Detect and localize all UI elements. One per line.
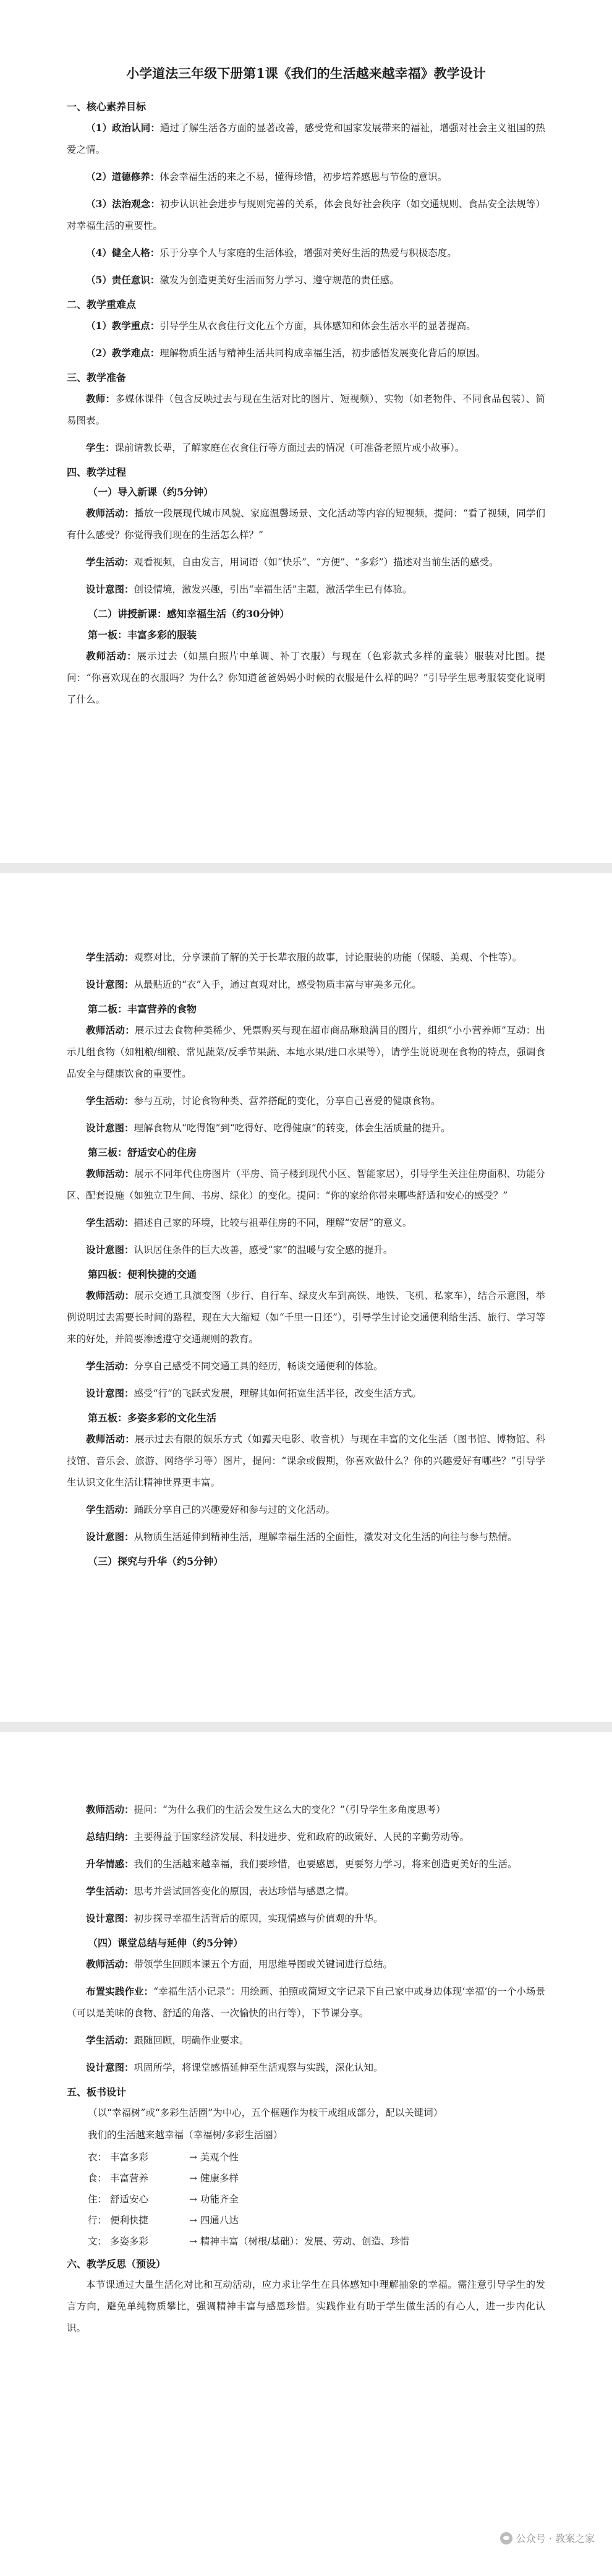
activity-text: 跟随回顾，明确作业要求。 (134, 2035, 249, 2046)
activity-text: 主要得益于国家经济发展、科技进步、党和政府的政策好、人民的辛勤劳动等。 (134, 1831, 470, 1842)
activity-label: 设计意图： (86, 2061, 134, 2073)
board-row (88, 2168, 545, 2189)
board-row-value: 丰富营养 (110, 2173, 149, 2184)
activity-paragraph (67, 1880, 545, 1902)
goal-paragraph (67, 117, 545, 161)
activity-text: 带领学生回顾本课五个方面，用思维导图或关键词进行总结。 (134, 1959, 393, 1970)
goal-text: 初步认识社会进步与规则完善的关系，体会良好社会秩序（如交通规则、食品安全法规等）对幸福生活的重要性。 (67, 199, 545, 232)
activity-label: 教师活动： (86, 1024, 135, 1036)
activity-paragraph (67, 1019, 545, 1085)
prep-paragraph (67, 437, 545, 459)
keypoint-label: （1）教学重点： (86, 320, 160, 332)
goal-label: （1）政治认同： (86, 122, 160, 134)
board-row (88, 2210, 545, 2231)
activity-text: 分享自己感受不同交通工具的经历，畅谈交通便利的体验。 (134, 1361, 383, 1372)
activity-label: 教师活动： (86, 507, 135, 520)
activity-paragraph (67, 1355, 545, 1377)
activity-label: 设计意图： (86, 583, 134, 596)
activity-text: 认识居住条件的巨大改善，感受“家”的温暖与安全感的提升。 (134, 1244, 393, 1256)
activity-paragraph (67, 1239, 545, 1261)
part-heading-clothing: 第一板：丰富多彩的服装 (88, 629, 197, 641)
activity-paragraph (67, 1117, 545, 1139)
activity-text: 从最贴近的“衣”入手，通过直观对比，感受物质丰富与审美多元化。 (134, 979, 422, 990)
board-row-key: 住： (88, 2194, 108, 2205)
activity-text: 展示过去（如黑白照片中单调、补丁衣服）与现在（色彩款式多样的童装）服装对比图。提问：“你喜欢现在的衣服吗？为什么？你知道爸爸妈妈小时候的衣服是什么样的吗？”引导学生思考服装变化说明了什么。 (67, 651, 545, 706)
activity-text: 感受“行”的飞跃式发展，理解其如何拓宽生活半径，改变生活方式。 (134, 1388, 422, 1399)
activity-text: 展示过去食物种类稀少、凭票购买与现在超市商品琳琅满目的图片，组织“小小营养师”互动：出示几组食物（如粗粮/细粮、常见蔬菜/反季节果蔬、本地水果/进口水果等），请学生说说现在食物的特点，强调食品安全与健康饮食的重要性。 (67, 1025, 545, 1079)
activity-paragraph (67, 1428, 545, 1494)
activity-label: 教师活动： (86, 1290, 135, 1301)
activity-paragraph (67, 946, 545, 969)
section-heading-goals: 一、核心素养目标 (67, 101, 147, 113)
board-row-key: 衣： (88, 2152, 108, 2163)
activity-paragraph (67, 578, 545, 601)
board-intro: （以“幸福树”或“多彩生活圈”为中心，五个框题作为枝干或组成部分，配以关键词） (88, 2107, 443, 2118)
keypoint-text: 理解物质生活与精神生活共同构成幸福生活，初步感悟发展变化背后的原因。 (159, 348, 486, 359)
subsection-heading-explore: （三）探究与升华（约5分钟） (88, 1555, 224, 1567)
activity-label: 教师活动： (86, 1804, 134, 1815)
activity-label: 布置实践作业： (86, 1985, 154, 1997)
activity-paragraph (67, 1382, 545, 1405)
activity-text: 理解食物从“吃得饱”到“吃得好、吃得健康”的转变，体会生活质量的提升。 (134, 1123, 451, 1134)
activity-text: 初步探寻幸福生活背后的原因，实现情感与价值观的升华。 (134, 1913, 383, 1924)
watermark-text: 公众号 · 教案之家 (516, 2533, 595, 2544)
board-row-detail: → 四通八达 (189, 2215, 239, 2226)
page-1 (0, 0, 612, 863)
activity-paragraph (67, 1826, 545, 1848)
activity-label: 学生活动： (86, 556, 134, 568)
part-heading-food: 第二板：丰富营养的食物 (88, 1003, 197, 1015)
activity-text: 展示交通工具演变图（步行、自行车、绿皮火车到高铁、地铁、飞机、私家车），结合示意图，举例说明过去需要长时间的路程，现在大大缩短（如“千里一日还”），引导学生讨论交通便利给生活、旅行、学习等来的好处，并简要渗透遵守交通规则的教育。 (67, 1290, 545, 1345)
activity-label: 学生活动： (86, 951, 134, 963)
reflection-paragraph: 本节课通过大量生活化对比和互动活动，应力求让学生在具体感知中理解抽象的幸福。需注意引导学生的发言方向，避免单纯物质攀比，强调精神丰富与感恩珍惜。实践作业有助于学生做生活的有心人，进一步内化认识。 (67, 2279, 545, 2334)
prep-paragraph (67, 388, 545, 432)
activity-paragraph (67, 1212, 545, 1234)
goal-label: （3）法治观念： (86, 198, 160, 210)
page-2 (0, 873, 612, 1722)
activity-text: 巩固所学，将课堂感悟延伸至生活观察与实践，深化认知。 (134, 2062, 383, 2073)
activity-paragraph (67, 1285, 545, 1350)
prep-label: 学生： (86, 442, 115, 454)
document-title: 小学道法三年级下册第1课《我们的生活越来越幸福》教学设计 (126, 66, 486, 81)
activity-paragraph (67, 1499, 545, 1521)
activity-paragraph (67, 1799, 545, 1821)
activity-text: 观察对比，分享课前了解的关于长辈衣服的故事，讨论服装的功能（保暖、美观、个性等）。 (134, 952, 522, 963)
goal-text: 体会幸福生活的来之不易，懂得珍惜，初步培养感恩与节俭的意识。 (159, 171, 448, 183)
activity-label: 总结归纳： (86, 1831, 134, 1842)
activity-label: 学生活动： (86, 1095, 134, 1106)
activity-paragraph (67, 551, 545, 573)
activity-text: 我们的生活越来越幸福，我们要珍惜，也要感恩，更要努力学习，将来创造更美好的生活。 (134, 1859, 517, 1870)
board-row-key: 食： (88, 2173, 108, 2184)
activity-paragraph (67, 1980, 545, 2024)
activity-paragraph (67, 2029, 545, 2052)
board-row-detail: → 美观个性 (189, 2152, 239, 2163)
activity-label: 升华情感： (86, 1858, 134, 1870)
section-heading-process: 四、教学过程 (67, 466, 127, 479)
activity-label: 设计意图： (86, 1387, 134, 1399)
board-row (88, 2231, 545, 2252)
activity-text: 描述自己家的环境，比较与祖辈住房的不同，理解“安居”的意义。 (134, 1217, 412, 1228)
board-row-value: 丰富多彩 (110, 2152, 149, 2163)
page-3 (0, 1732, 612, 2576)
activity-label: 教师活动： (86, 1958, 134, 1970)
activity-label: 设计意图： (86, 1531, 134, 1543)
board-row-value: 便利快捷 (110, 2215, 149, 2226)
activity-paragraph (67, 973, 545, 996)
goal-label: （5）责任意识： (86, 274, 160, 286)
activity-label: 学生活动： (86, 2034, 134, 2046)
activity-text: 播放一段展现代城市风貌、家庭温馨场景、文化活动等内容的短视频，提问：“看了视频，同学们有什么感受？你觉得我们现在的生活怎么样？” (67, 508, 545, 541)
goal-paragraph (67, 193, 545, 237)
activity-text: 思考并尝试回答变化的原因，表达珍惜与感恩之情。 (134, 1886, 355, 1897)
board-row-detail: → 功能齐全 (189, 2194, 239, 2205)
goal-paragraph (67, 242, 545, 264)
goal-label: （4）健全人格： (86, 247, 160, 259)
section-heading-reflection: 六、教学反思（预设） (67, 2258, 166, 2270)
board-row-value: 多姿多彩 (110, 2236, 149, 2247)
activity-text: 踊跃分享自己的兴趣爱好和参与过的文化活动。 (134, 1504, 336, 1515)
board-row-key: 行： (88, 2215, 108, 2226)
activity-text: “幸福生活小记录”：用绘画、拍照或简短文字记录下自己家中或身边体现‘幸福’的一个小场景（可以是美味的食物、舒适的角落、一次愉快的出行等），下节课分享。 (67, 1986, 545, 2019)
activity-paragraph (67, 1526, 545, 1548)
goal-text: 通过了解生活各方面的显著改善，感受党和国家发展带来的福祉，增强对社会主义祖国的热爱之情。 (67, 122, 545, 156)
activity-label: 教师活动： (86, 1433, 135, 1445)
activity-paragraph (67, 1853, 545, 1875)
activity-paragraph (67, 1907, 545, 1930)
activity-paragraph (67, 1953, 545, 1975)
subsection-heading-summary: （四）课堂总结与延伸（约5分钟） (88, 1937, 244, 1949)
activity-label: 教师活动： (86, 650, 137, 662)
watermark (500, 2531, 595, 2545)
part-heading-transport: 第四板：便利快捷的交通 (88, 1269, 197, 1280)
board-row-value: 舒适安心 (110, 2194, 149, 2205)
activity-label: 教师活动： (86, 1168, 135, 1179)
part-heading-housing: 第三板：舒适安心的住房 (88, 1147, 197, 1158)
activity-text: 创设情境，激发兴趣，引出“幸福生活”主题，激活学生已有体验。 (134, 584, 412, 596)
activity-text: 展示过去有限的娱乐方式（如露天电影、收音机）与现在丰富的文化生活（图书馆、博物馆、科技馆、音乐会、旅游、网络学习等）图片，提问：“课余或假期，你喜欢做什么？你的兴趣爱好有哪些？”引导学生认识文化生活让精神世界更丰富。 (67, 1434, 545, 1488)
activity-label: 学生活动： (86, 1217, 134, 1228)
keypoint-paragraph (67, 342, 545, 364)
goal-text: 激发为创造更美好生活而努力学习、遵守规范的责任感。 (159, 275, 399, 286)
activity-paragraph (67, 1090, 545, 1112)
prep-label: 教师： (86, 393, 116, 405)
board-center: 我们的生活越来越幸福（幸福树/多彩生活圈） (88, 2129, 283, 2141)
section-heading-board: 五、板书设计 (67, 2086, 127, 2098)
activity-label: 设计意图： (86, 1244, 134, 1256)
activity-text: 从物质生活延伸到精神生活，理解幸福生活的全面性，激发对文化生活的向往与参与热情。 (134, 1531, 517, 1543)
goal-label: （2）道德修养： (86, 171, 160, 183)
prep-text: 课前请教长辈，了解家庭在衣食住行等方面过去的情况（可准备老照片或小故事）。 (114, 442, 465, 454)
board-row (88, 2189, 545, 2210)
activity-paragraph (67, 1163, 545, 1207)
activity-label: 设计意图： (86, 978, 134, 990)
goal-paragraph (67, 269, 545, 291)
board-row-detail: → 精神丰富（树根/基础）：发展、劳动、创造、珍惜 (189, 2236, 410, 2247)
section-heading-preparation: 三、教学准备 (67, 372, 127, 384)
activity-paragraph (67, 502, 545, 546)
goal-paragraph (67, 166, 545, 188)
keypoint-text: 引导学生从衣食住行文化五个方面，具体感知和体会生活水平的显著提高。 (159, 320, 476, 332)
wechat-icon (500, 2532, 512, 2544)
board-row-detail: → 健康多样 (189, 2173, 239, 2184)
keypoint-label: （2）教学难点： (86, 347, 160, 359)
subsection-heading-new-lesson: （二）讲授新课：感知幸福生活（约30分钟） (88, 608, 290, 620)
activity-label: 设计意图： (86, 1122, 134, 1134)
board-row (88, 2147, 545, 2168)
activity-text: 提问：“为什么我们的生活会发生这么大的变化？”（引导学生多角度思考） (134, 1804, 446, 1815)
goal-text: 乐于分享个人与家庭的生活体验，增强对美好生活的热爱与积极态度。 (159, 247, 457, 259)
activity-text: 参与互动，讨论食物种类、营养搭配的变化，分享自己喜爱的健康食物。 (134, 1095, 441, 1106)
activity-label: 设计意图： (86, 1912, 134, 1924)
activity-paragraph (67, 645, 545, 711)
activity-paragraph (67, 2056, 545, 2079)
activity-label: 学生活动： (86, 1504, 134, 1515)
board-row-key: 文： (88, 2236, 108, 2247)
keypoint-paragraph (67, 315, 545, 337)
subsection-heading-intro: （一）导入新课（约5分钟） (88, 486, 214, 499)
activity-label: 学生活动： (86, 1360, 134, 1372)
activity-label: 学生活动： (86, 1885, 134, 1897)
activity-text: 观看视频，自由发言，用词语（如“快乐”、“方便”、“多彩”）描述对当前生活的感受。 (134, 557, 499, 568)
prep-text: 多媒体课件（包含反映过去与现在生活对比的图片、短视频）、实物（如老物件、不同食品包装）、简易图表。 (67, 393, 545, 427)
part-heading-culture: 第五板：多姿多彩的文化生活 (88, 1412, 217, 1424)
activity-text: 展示不同年代住房图片（平房、筒子楼到现代小区、智能家居），引导学生关注住房面积、功能分区、配套设施（如独立卫生间、书房、绿化）的变化。提问：“你的家给你带来哪些舒适和安心的感受？” (67, 1168, 545, 1201)
section-heading-keypoints: 二、教学重难点 (67, 299, 137, 311)
